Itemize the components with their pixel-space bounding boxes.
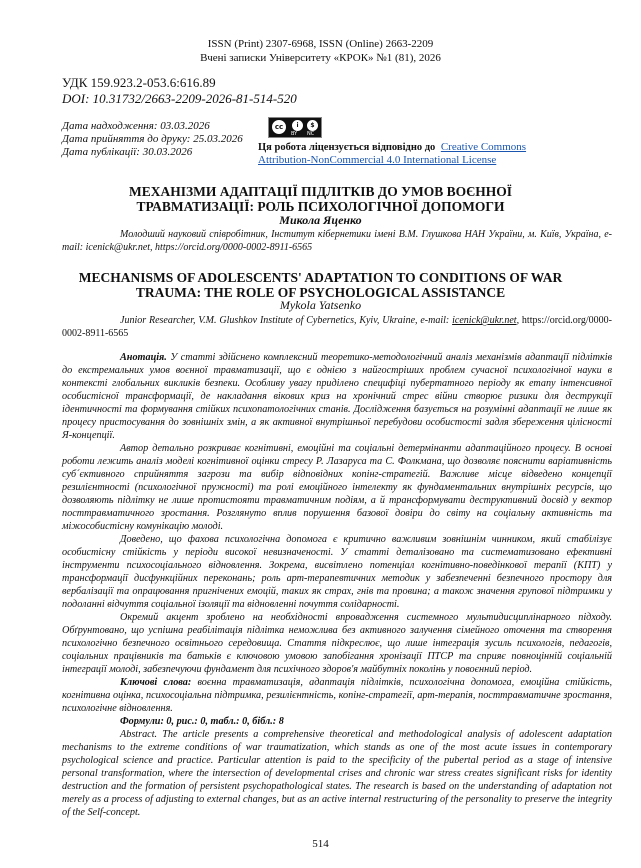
annotation-block [62,351,612,819]
annotation-p4: Окремий акцент зроблено на необхідності впровадження системного мультидисциплінарного підходу. Обґрунтовано, що успішна реабілітація підлітка неможлива без активного залучення сімейного оточення та створення психологічно безпечного освітнього середовища. Стаття підкреслює, що лише інтеграція зусиль психологів, педагогів, соціальних працівників та батьків є ключовою умовою запобігання хронізації ПТСР та сприяє повноцінній соціальній інтеграції молоді, забезпечуючи фундамент для психічного здоров'я майбутніх поколінь у повоєнний період. [62,612,612,675]
license-link[interactable]: Creative Commons [440,141,527,153]
en-orcid[interactable]: https://orcid.org/0000-0002-8911-6565 [62,315,613,339]
attribution-icon: i [291,119,304,132]
abstract-label: Abstract. [120,729,158,740]
udk-code: УДК 159.923.2-053.6:616.89 [62,75,216,90]
en-affiliation-text: Junior Researcher, V.M. Glushkov Institute of Cybernetics, Kyiv, Ukraine, e-mail: [120,315,450,326]
issn-line: ISSN (Print) 2307-6968, ISSN (Online) 2663-2209 [207,38,434,50]
ua-title-line2: ТРАВМАТИЗАЦІЇ: РОЛЬ ПСИХОЛОГІЧНОЇ ДОПОМОГИ [136,199,505,214]
keywords [62,676,612,715]
nc-label: NC [307,131,315,137]
en-affiliation: Junior Researcher, V.M. Glushkov Institute of Cybernetics, Kyiv, Ukraine, e-mail: icenick@ukr.net, https://orcid.org/0000-0002-8911-6565 [62,315,613,339]
date-received: Дата надходження: 03.03.2026 [62,120,210,132]
page-number: 514 [312,838,329,850]
keywords-label: Ключові слова: [120,677,192,688]
en-email-link[interactable]: icenick@ukr.net [452,315,517,326]
abstract [62,728,612,819]
ua-affiliation: Молодший науковий співробітник, Інститут кібернетики імені В.М. Глушкова НАН України, м. Київ, Україна, e-mail: icenick@ukr.net, https://orcid.org/0000-0002-8911-6565 [62,229,612,253]
stats-text: Формули: 0, рис.: 0, табл.: 0, бібл.: 8 [120,716,284,727]
ua-title-line1: МЕХАНІЗМИ АДАПТАЦІЇ ПІДЛІТКІВ ДО УМОВ ВОЄННОЇ [128,184,513,199]
keywords-text: воєнна травматизація, адаптація підлітків, психологічна допомога, емоційна стійкість, когнітивна оцінка, психосоціальна підтримка, резилієнтність, копінг-стратегії, арт-терапія, посттравматичне зростання, психологічне відновлення. [62,677,613,714]
by-label: BY [291,131,298,137]
doi: DOI: 10.31732/2663-2209-2026-81-514-520 [62,91,297,106]
journal-line: Вчені записки Університету «КРОК» №1 (81), 2026 [200,52,441,64]
dates-block [62,120,243,159]
annotation-label: Анотація. [120,352,167,363]
ua-author: Микола Яценко [279,213,362,227]
abstract-text: The article presents a comprehensive theoretical and methodological analysis of adolescent adaptation mechanisms to the extreme conditions of war traumatization, which stands as one of the most acute issues in contemporary psychological science and practice. Particular attention is paid to the specificity of the pubertal period as a stage of intensive personal transformation, where the intersection of developmental crises and chronic war stress creates significant risks for identity destruction and the formation of persistent psychopathological states. The research is based on the understanding of adaptation not merely as a process of adjusting to external changes, but as an active internal restructuring of the personality to preserve the integrity of the Self-concept. [62,729,612,818]
en-author: Mykola Yatsenko [279,298,362,312]
cc-icon: cc [271,119,287,135]
license-link-line2[interactable]: Attribution-NonCommercial 4.0 International License [258,154,497,166]
stats [62,715,612,728]
date-published: Дата публікації: 30.03.2026 [62,146,193,158]
noncommercial-icon: $ [306,119,319,132]
license-text [258,141,588,167]
en-title-line1: MECHANISMS OF ADOLESCENTS' ADAPTATION TO CONDITIONS OF WAR [78,270,563,285]
annotation-p3: Доведено, що фахова психологічна допомога є критично важливим зовнішнім чинником, який стабілізує особистісну стійкість у періоди високої невизначеності. У статті деталізовано та систематизовано ефективні інструменти психосоціального відновлення. Зокрема, висвітлено потенціал когнітивно-поведінкової терапії (КПТ) у трансформації дисфункційних переконань; роль арт-терапевтичних методик у забезпеченні безпечного простору для вербалізації та опрацювання пригнічених емоцій, таких як страх, гнів та провина; а також значення групової підтримки у подоланні відчуття соціальної ізоляції та відновленні почуття солідарності. [62,534,612,610]
license-prefix: Ця робота ліцензується відповідно до [258,142,436,153]
annotation-p1 [62,351,612,442]
annotation-p1-text: У статті здійснено комплексний теоретико-методологічний аналіз механізмів адаптації підлітків до екстремальних умов воєнної травматизації, що є однією з найгостріших проблем сучасної психологічної науки в контексті глобальних викликів безпеки. Особливу увагу приділено специфіці пубертатного періоду як етапу інтенсивної особистісної трансформації, де накладання вікових криз на хронічний стрес війни створює ризики для деструкції ідентичності та формування стійких психопатологічних станів. Дослідження базується на розумінні адаптації не лише як процесу пристосування до зовнішніх змін, а як активної внутрішньої перебудови особистості задля збереження цілісності Я-концепції. [62,352,612,441]
en-title-line2: TRAUMA: THE ROLE OF PSYCHOLOGICAL ASSISTANCE [135,285,506,300]
date-accepted: Дата прийняття до друку: 25.03.2026 [62,133,243,145]
annotation-p2: Автор детально розкриває когнітивні, емоційні та соціальні детермінанти адаптаційного процесу. В основі роботи лежить аналіз моделі когнітивної оцінки стресу Р. Лазаруса та С. Фолкмана, що дозволяє пояснити варіативність суб´єктивного сприйняття загрози та вибір відповідних копінг-стратегій. Важливе місце відведено концепції резилієнтності (психологічної пружності) та ролі емоційного інтелекту як фундаментальних внутрішніх ресурсів, що дозволяють підлітку не лише протистояти травматичним подіям, а й трансформувати деструктивний досвід у вектор посттравматичного зростання. Розглянуто вплив порушення базової довіри до світу на соціальну активність та міжособистісну комунікацію молоді. [62,443,612,532]
cc-license-badge[interactable] [268,117,322,138]
